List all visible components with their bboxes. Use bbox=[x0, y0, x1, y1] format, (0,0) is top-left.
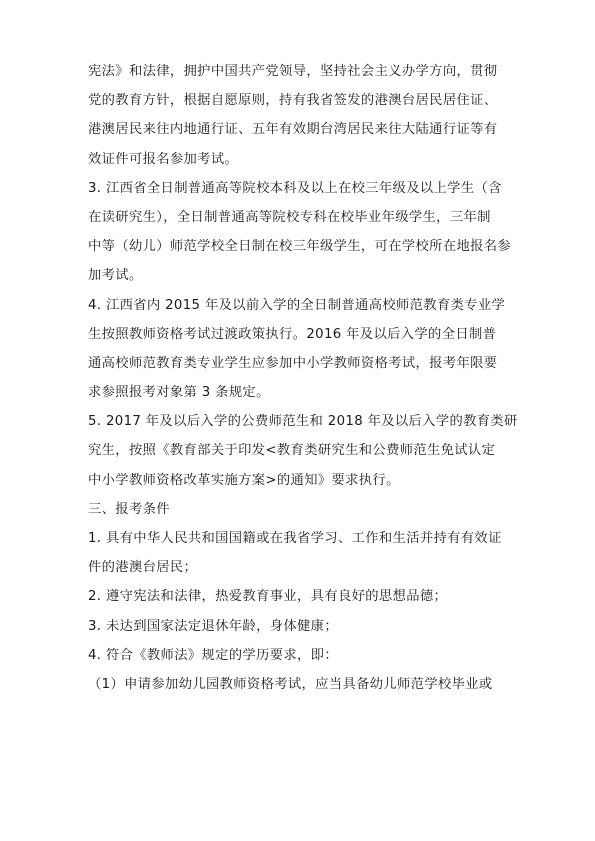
list-item-text-line: 4. 江西省内 2015 年及以前入学的全日制普通高校师范教育类专业学 bbox=[88, 297, 506, 313]
list-item-text-line: 在读研究生），全日制普通高等院校专科在校毕业年级学生，三年制 bbox=[88, 209, 491, 225]
body-text-line: 宪法》和法律，拥护中国共产党领导，坚持社会主义办学方向，贯彻 bbox=[88, 64, 498, 79]
list-item-text-line: 1. 具有中华人民共和国国籍或在我省学习、工作和生活并持有有效证 bbox=[88, 531, 502, 546]
section-heading: 三、报考条件 bbox=[88, 501, 170, 517]
list-item-text-line: 5. 2017 年及以后入学的公费师范生和 2018 年及以后入学的教育类研 bbox=[88, 414, 518, 430]
list-item-text-line: 3. 未达到国家法定退休年龄，身体健康； bbox=[88, 618, 338, 634]
list-item-text-line: 究生，按照《教育部关于印发<教育类研究生和公费师范生免试认定 bbox=[88, 443, 496, 459]
body-text-line: 效证件可报名参加考试。 bbox=[88, 151, 239, 167]
list-item-text-line: 求参照报考对象第 3 条规定。 bbox=[88, 385, 270, 401]
body-text-line: 港澳居民来往内地通行证、五年有效期台湾居民来往大陆通行证等有 bbox=[88, 122, 498, 138]
list-item-text-line: 件的港澳台居民； bbox=[88, 560, 198, 576]
document-body bbox=[88, 64, 518, 706]
list-item-text-line: 3. 江西省全日制普通高等院校本科及以上在校三年级及以上学生（含 bbox=[88, 180, 502, 196]
list-item-text-line: 中小学教师资格改革实施方案>的通知》要求执行。 bbox=[88, 472, 400, 488]
list-item-text-line: 通高校师范教育类专业学生应参加中小学教师资格考试，报考年限要 bbox=[88, 355, 498, 371]
list-item-text-line: 4. 符合《教师法》规定的学历要求，即： bbox=[88, 647, 338, 663]
list-item-text-line: 加考试。 bbox=[88, 268, 143, 284]
list-item-text-line: 生按照教师资格考试过渡政策执行。2016 年及以后入学的全日制普 bbox=[88, 326, 497, 342]
list-item-text-line: （1）申请参加幼儿园教师资格考试，应当具备幼儿师范学校毕业或 bbox=[88, 676, 493, 692]
body-text-line: 党的教育方针，根据自愿原则，持有我省签发的港澳台居民居住证、 bbox=[88, 93, 498, 109]
list-item-text-line: 2. 遵守宪法和法律，热爱教育事业，具有良好的思想品德； bbox=[88, 589, 448, 605]
list-item-text-line: 中等（幼儿）师范学校全日制在校三年级学生，可在学校所在地报名参 bbox=[88, 239, 512, 255]
